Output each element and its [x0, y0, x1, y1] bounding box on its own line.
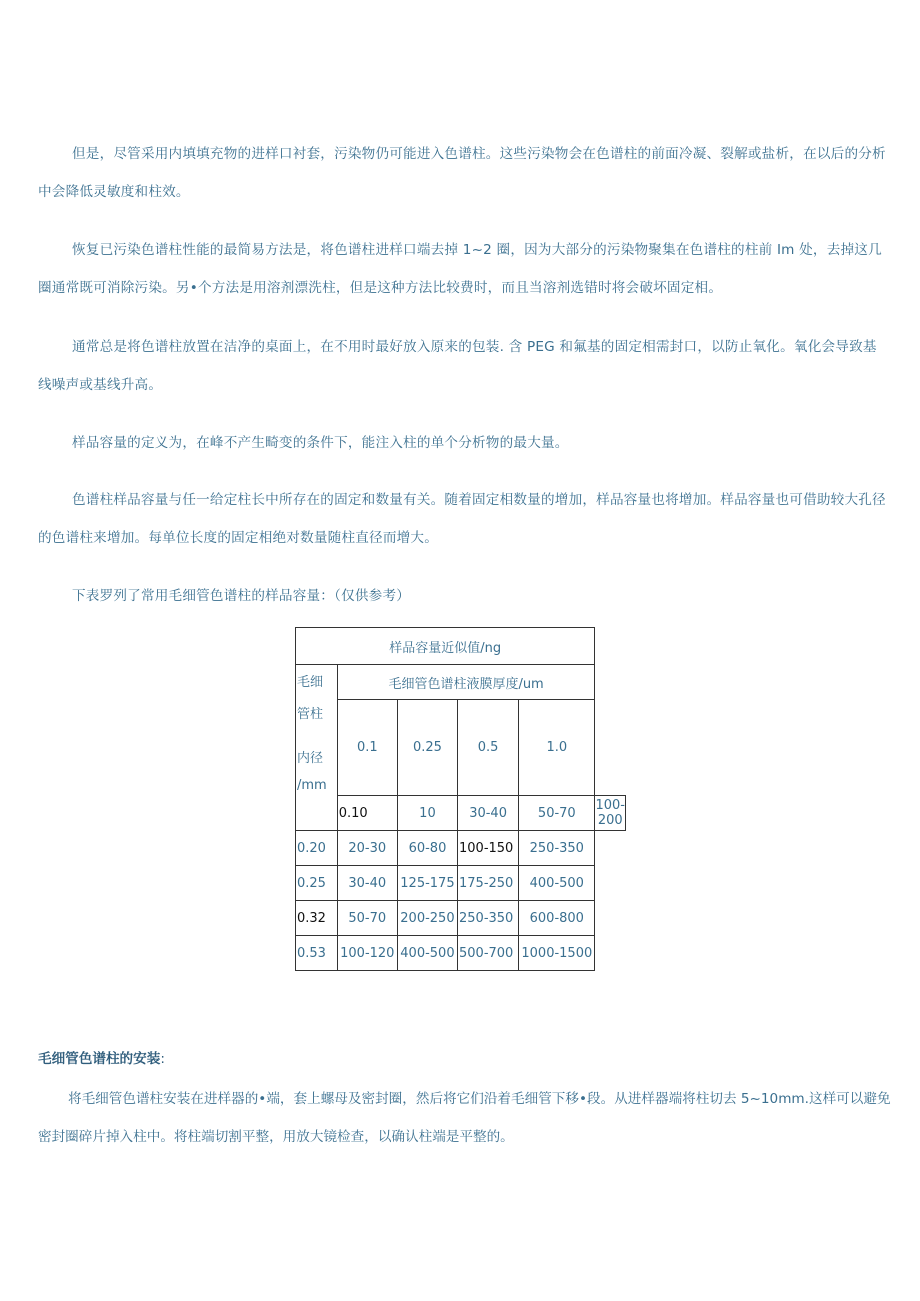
- table-cell: 400-500: [397, 936, 457, 971]
- diameter-cell: 0.25: [296, 866, 338, 901]
- film-value: 0.5: [458, 700, 519, 796]
- paragraph-storage: 通常总是将色谱柱放置在洁净的桌面上，在不用时最好放入原来的包装. 含 PEG 和氟基的固定相需封口，以防止氧化。氧化会导致基线噪声或基线升高。: [38, 339, 877, 393]
- diameter-cell: 0.32: [296, 901, 338, 936]
- film-thickness-header: 毛细管色谱柱液膜厚度/um: [337, 665, 595, 700]
- install-title-text: 毛细管色谱柱的安装: [38, 1051, 161, 1067]
- table-cell: 60-80: [397, 831, 457, 866]
- table-cell: 1000-1500: [519, 936, 595, 971]
- table-cell: 400-500: [519, 866, 595, 901]
- table-cell: 50-70: [337, 901, 397, 936]
- film-value: 0.1: [337, 700, 397, 796]
- table-cell: 200-250: [397, 901, 457, 936]
- paragraph-capacity-definition: 样品容量的定义为，在峰不产生畸变的条件下，能注入柱的单个分析物的最大量。: [72, 435, 569, 451]
- diameter-cell: 0.10: [337, 796, 397, 831]
- table-cell: 100-120: [337, 936, 397, 971]
- table-cell: 500-700: [458, 936, 519, 971]
- install-paragraph: 将毛细管色谱柱安装在进样器的•端，套上螺母及密封圈，然后将它们沿着毛细管下移•段。从进样器端将柱切去 5~10mm.这样可以避免密封圈碎片掉入柱中。将柱端切割平整，用放大镜检查，以确认柱端是平整的。: [38, 1091, 891, 1145]
- paragraph-capacity-factors: 色谱柱样品容量与任一给定柱长中所存在的固定和数量有关。随着固定相数量的增加，样品容量也将增加。样品容量也可借助较大孔径的色谱柱来增加。每单位长度的固定相绝对数量随柱直径而增大。: [38, 492, 886, 546]
- table-cell: 30-40: [337, 866, 397, 901]
- row-header-line: 毛细: [297, 675, 324, 690]
- diameter-cell: 0.20: [296, 831, 338, 866]
- row-header-line: [297, 731, 337, 743]
- paragraph-recovery: 恢复已污染色谱柱性能的最简易方法是，将色谱柱进样口端去掉 1~2 圈，因为大部分的污染物聚集在色谱柱的柱前 Im 处，去掉这几圈通常既可消除污染。另•个方法是用溶剂漂洗柱，但是这种方法比较费时，而且当溶剂选错时将会破坏固定相。: [38, 242, 882, 296]
- sample-capacity-table: [295, 627, 626, 971]
- install-title-suffix: :: [160, 1051, 165, 1067]
- table-cell: 30-40: [458, 796, 519, 831]
- table-cell: 250-350: [519, 831, 595, 866]
- table-cell: 175-250: [458, 866, 519, 901]
- table-cell: 100-150: [458, 831, 519, 866]
- table-cell: 20-30: [337, 831, 397, 866]
- diameter-cell: 0.53: [296, 936, 338, 971]
- row-header-cell: [296, 665, 338, 831]
- paragraph-contamination: 但是，尽管采用内填填充物的进样口衬套，污染物仍可能进入色谱柱。这些污染物会在色谱柱的前面冷凝、裂解或盐析，在以后的分析中会降低灵敏度和柱效。: [38, 146, 886, 200]
- table-cell: 600-800: [519, 901, 595, 936]
- install-section-title: [38, 1047, 165, 1067]
- film-value: 1.0: [519, 700, 595, 796]
- table-cell: 100-200: [595, 796, 626, 831]
- row-header-line: 管柱: [297, 707, 324, 722]
- row-header-line: 内径: [297, 751, 324, 766]
- table-title: 样品容量近似值/ng: [296, 628, 595, 665]
- film-value: 0.25: [397, 700, 457, 796]
- table-cell: 50-70: [519, 796, 595, 831]
- table-cell: 125-175: [397, 866, 457, 901]
- table-cell: 10: [397, 796, 457, 831]
- row-header-line: /mm: [297, 778, 327, 793]
- paragraph-table-intro: 下表罗列了常用毛细管色谱柱的样品容量：（仅供参考）: [72, 588, 411, 604]
- table-cell: 250-350: [458, 901, 519, 936]
